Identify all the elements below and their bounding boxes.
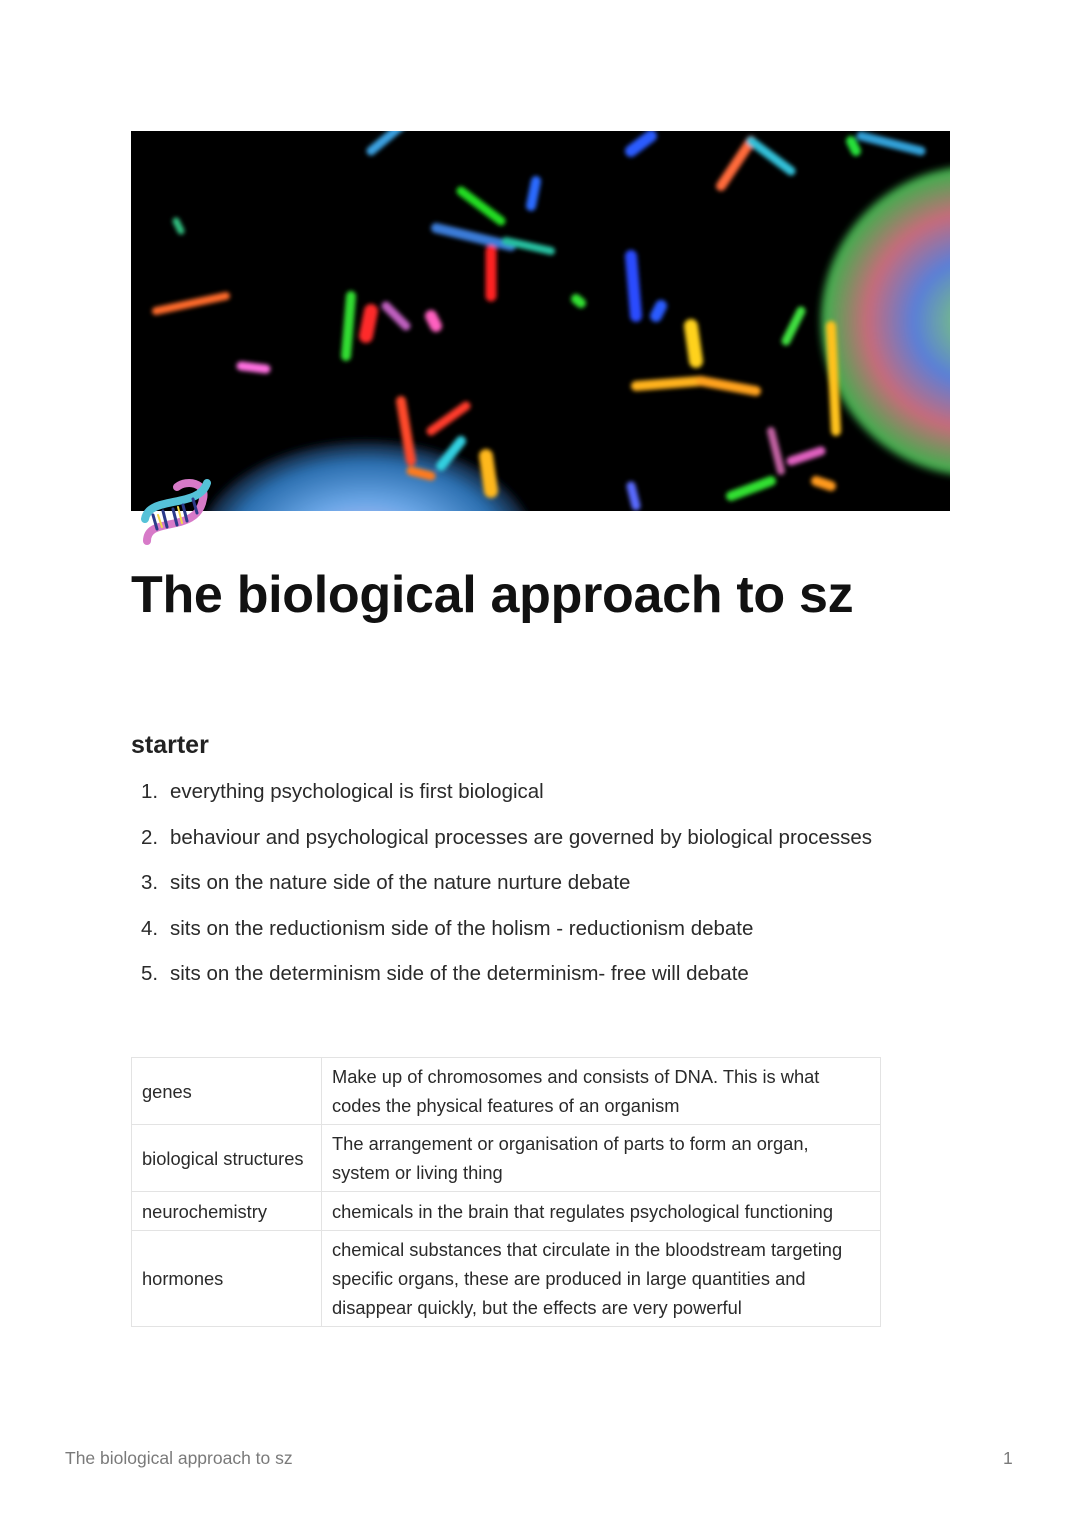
footer-title: The biological approach to sz	[65, 1448, 293, 1468]
page-number: 1	[1003, 1448, 1013, 1468]
table-row	[132, 1058, 881, 1125]
list-number: 2.	[141, 825, 159, 849]
page-title: The biological approach to sz	[131, 566, 854, 624]
list-number: 5.	[141, 962, 159, 985]
list-item	[141, 960, 872, 1006]
list-item	[141, 824, 872, 870]
chromosome-image	[131, 131, 950, 511]
list-text: sits on the reductionism side of the holism - reductionism debate	[170, 916, 754, 940]
definition-cell: Make up of chromosomes and consists of DNA. This is what codes the physical features of an organism	[322, 1058, 881, 1125]
list-text: sits on the nature side of the nature nurture debate	[170, 871, 631, 894]
definition-cell: chemical substances that circulate in the bloodstream targeting specific organs, these are produced in large quantities and disappear quickly, but the effects are very powerful	[322, 1231, 881, 1327]
list-item	[141, 778, 872, 824]
term-cell: biological structures	[132, 1125, 322, 1192]
table-row	[132, 1231, 881, 1327]
term-cell: genes	[132, 1058, 322, 1125]
definition-cell: chemicals in the brain that regulates psychological functioning	[322, 1192, 881, 1231]
starter-heading: starter	[131, 731, 209, 759]
definitions-table	[131, 1057, 881, 1327]
cover-image	[131, 131, 950, 511]
list-text: sits on the determinism side of the determinism- free will debate	[170, 962, 749, 985]
list-number: 1.	[141, 780, 159, 803]
list-number: 3.	[141, 871, 159, 894]
definition-cell: The arrangement or organisation of parts to form an organ, system or living thing	[322, 1125, 881, 1192]
term-cell: hormones	[132, 1231, 322, 1327]
starter-list	[141, 778, 872, 1006]
dna-icon	[137, 475, 215, 549]
list-number: 4.	[141, 916, 159, 940]
list-item	[141, 915, 872, 961]
list-text: behaviour and psychological processes are governed by biological processes	[170, 825, 872, 849]
term-cell: neurochemistry	[132, 1192, 322, 1231]
table-row	[132, 1125, 881, 1192]
list-item	[141, 869, 872, 915]
table-row	[132, 1192, 881, 1231]
list-text: everything psychological is first biological	[170, 780, 544, 803]
